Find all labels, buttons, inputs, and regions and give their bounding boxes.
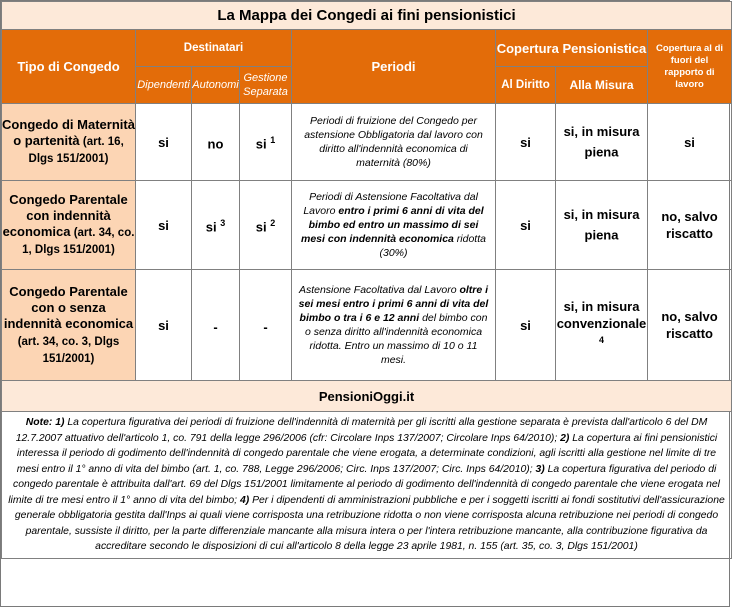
header-al-diritto: Al Diritto bbox=[496, 67, 556, 104]
footnote-ref: 2 bbox=[270, 217, 276, 228]
row-label bbox=[2, 104, 136, 181]
row-title: Congedo Parentale con indennità economica bbox=[2, 192, 128, 239]
cell-alla-misura bbox=[556, 270, 648, 381]
cell-alla-misura bbox=[556, 104, 648, 181]
row-title: Congedo di Maternità o partenità bbox=[2, 117, 135, 148]
note-number: 1) bbox=[55, 417, 65, 428]
cell-gestione-value: - bbox=[263, 319, 268, 335]
header-destinatari: Destinatari bbox=[136, 30, 292, 67]
cell-fuori: si bbox=[648, 104, 732, 181]
footnote-ref: 1 bbox=[270, 134, 276, 145]
header-copertura: Copertura Pensionistica bbox=[496, 30, 648, 67]
periodi-bold: oltre i sei mesi entro i primi 6 anni di vita del bimbo o tra i 6 e 12 anni bbox=[298, 284, 489, 324]
note-number: 3) bbox=[535, 463, 545, 475]
header-dipendenti: Dipendenti bbox=[136, 67, 192, 104]
notes-label: Note: bbox=[25, 417, 53, 428]
cell-dipendenti: si bbox=[136, 181, 192, 270]
cell-gestione bbox=[240, 270, 292, 381]
cell-alla-misura-value: si, in misura convenzionale bbox=[556, 298, 647, 331]
cell-alla-misura-value: si, in misura piena bbox=[563, 207, 640, 243]
cell-gestione-value: si bbox=[255, 136, 267, 152]
note-number: 4) bbox=[239, 494, 250, 506]
cell-fuori: no, salvo riscatto bbox=[648, 181, 732, 270]
footnote-ref: 4 bbox=[598, 334, 604, 345]
cell-autonomi bbox=[192, 104, 240, 181]
cell-fuori: no, salvo riscatto bbox=[648, 270, 732, 381]
row-ref: (art. 34, co. 1, Dlgs 151/2001) bbox=[22, 227, 135, 256]
cell-gestione-value: si bbox=[255, 219, 267, 235]
periodi-text-end: del bimbo con o senza diritto all'indennità economica ridotta. Entro un massimo di 10 o 11 mesi. bbox=[304, 312, 488, 366]
periodi-text: Astensione Facoltativa dal Lavoro bbox=[298, 284, 460, 296]
header-periodi: Periodi bbox=[292, 30, 496, 104]
note-number: 2) bbox=[560, 432, 570, 444]
header-tipo: Tipo di Congedo bbox=[2, 30, 136, 104]
cell-al-diritto: si bbox=[496, 104, 556, 181]
cell-periodi bbox=[292, 270, 496, 381]
cell-autonomi-value: si bbox=[205, 219, 217, 235]
row-title: Congedo Parentale con o senza indennità economica bbox=[3, 283, 134, 331]
note-text: Per i dipendenti di amministrazioni pubbliche e per i soggetti iscritti ai fondi sostitutivi dell'assicurazione generale obbligatoria gestita dall'Inps ai quali viene corrisposta una retribuzione ridotta o non viene corrisposta alcuna retribuzione nei periodi di congedo parentale, sussiste il diritto, per la parte differenziale mancante alla misura intera o per l'intera retribuzione mancante, alla contribuzione figurativa da accreditare secondo le disposizioni di cui all'articolo 8 della legge 23 aprile 1981, n. 155 (art. 35, co. 3, Dlgs 151/2001) bbox=[14, 494, 725, 552]
row-label bbox=[2, 270, 136, 381]
note-text: La copertura ai fini pensionistici interessa il periodo di godimento dell'indennità di congedo parentale che viene erogata, a determinate condizioni, agli iscritti alla gestione nel limite di tre mesi entro il 1° anno di vita del bimbo (art. 1, co. 788, Legge 296/2006; Circ. Inps 137/2007; Circ. Inps 64/2010); bbox=[16, 432, 718, 475]
table-row bbox=[2, 270, 732, 381]
footnote-ref: 3 bbox=[220, 217, 226, 228]
cell-autonomi-value: - bbox=[213, 319, 218, 335]
cell-al-diritto: si bbox=[496, 181, 556, 270]
cell-autonomi-value: no bbox=[207, 136, 224, 152]
cell-alla-misura-value: si, in misura piena bbox=[563, 124, 640, 160]
cell-periodi bbox=[292, 104, 496, 181]
cell-gestione bbox=[240, 104, 292, 181]
notes bbox=[2, 412, 732, 559]
header-autonomi: Autonomi bbox=[192, 67, 240, 104]
table-row bbox=[2, 104, 732, 181]
cell-autonomi bbox=[192, 270, 240, 381]
cell-gestione bbox=[240, 181, 292, 270]
row-label bbox=[2, 181, 136, 270]
periodi-bold: entro i primi 6 anni di vita del bimbo ed entro un massimo di sei mesi con indennità economica bbox=[301, 205, 484, 245]
header-copertura-fuori: Copertura al di fuori del rapporto di lavoro bbox=[648, 30, 732, 104]
congedi-table bbox=[1, 1, 732, 559]
cell-autonomi bbox=[192, 181, 240, 270]
page-title: La Mappa dei Congedi ai fini pensionistici bbox=[2, 2, 732, 30]
note-text: La copertura figurativa dei periodi di fruizione dell'indennità di maternità per gli iscritti alla gestione separata è prevista dall'articolo 6 del DM 12.7.2007 attuativo dell'articolo 1, co. 791 della legge 296/2006 (cfr: Circolare Inps 137/2007; Circolare Inps 64/2010); bbox=[15, 417, 708, 444]
note-text: La copertura figurativa del periodo di congedo parentale è attribuita dall'art. 69 del Dlgs 151/2001 limitamente al periodo di godimento dell'indennità di congedo parentale che viene erogata nel limite di tre mesi entro il 1° anno di vita del bimbo; bbox=[8, 463, 720, 506]
periodi-text: Periodi di fruizione del Congedo per astensione Obbligatoria dal lavoro con diritto all'indennità economica di maternità (80%) bbox=[304, 115, 483, 169]
cell-periodi bbox=[292, 181, 496, 270]
table-row bbox=[2, 181, 732, 270]
row-ref: (art. 16, Dlgs 151/2001) bbox=[28, 136, 124, 165]
row-ref: (art. 34, co. 3, Dlgs 151/2001) bbox=[17, 335, 120, 365]
header-alla-misura: Alla Misura bbox=[556, 67, 648, 104]
site-name: PensioniOggi.it bbox=[2, 381, 732, 412]
header-gestione: Gestione Separata bbox=[240, 67, 292, 104]
cell-alla-misura bbox=[556, 181, 648, 270]
cell-al-diritto: si bbox=[496, 270, 556, 381]
periodi-text-end: ridotta (30%) bbox=[379, 233, 486, 259]
cell-dipendenti: si bbox=[136, 270, 192, 381]
periodi-text: Periodi di Astensione Facoltativa dal Lavoro bbox=[303, 191, 478, 217]
cell-dipendenti: si bbox=[136, 104, 192, 181]
